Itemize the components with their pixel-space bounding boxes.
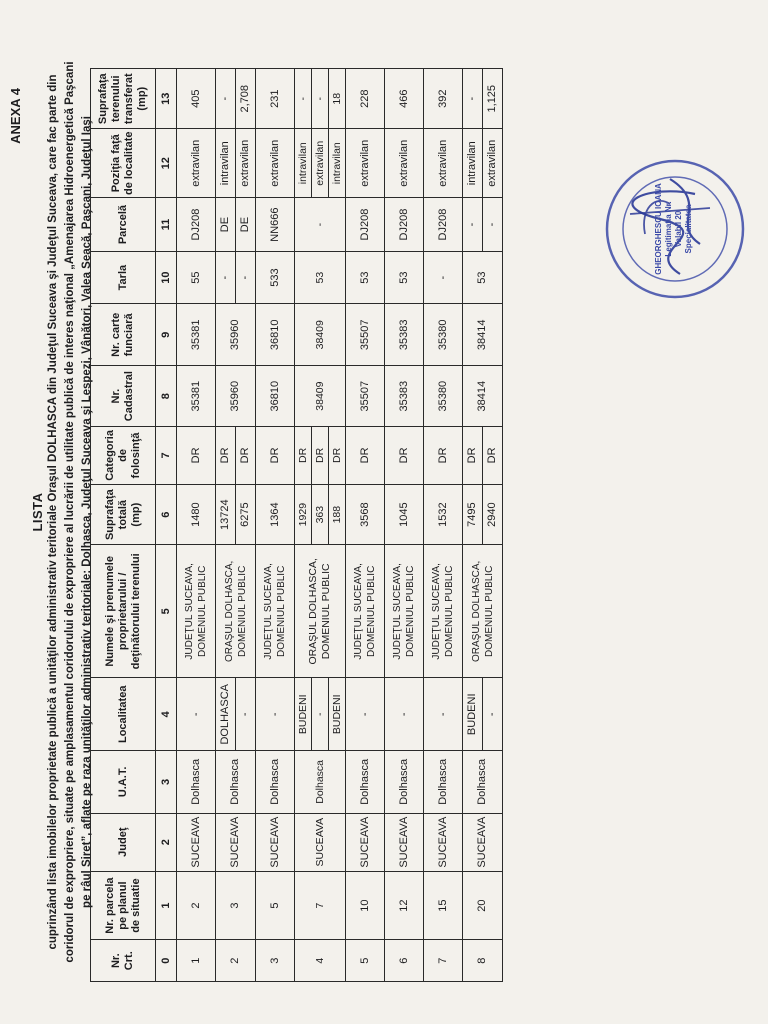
table-cell: Dolhasca bbox=[424, 751, 463, 813]
table-cell: extravilan bbox=[312, 129, 329, 198]
table-cell: SUCEAVA bbox=[177, 813, 216, 871]
table-cell: Dolhasca bbox=[256, 751, 295, 813]
table-cell: DR bbox=[424, 426, 463, 484]
column-number: 1 bbox=[156, 871, 177, 940]
title-line-1: cuprinzând lista imobilelor proprietate publică a unităţilor administrativ teritoriale Oraşul DOLHASCA din Judeţul Suceava şi Judeţul Suceava, care fac parte din bbox=[47, 74, 59, 950]
table-cell: 2940 bbox=[483, 485, 503, 545]
column-number: 12 bbox=[156, 129, 177, 198]
table-cell: 35507 bbox=[346, 366, 385, 426]
table-cell: Dolhasca bbox=[346, 751, 385, 813]
column-header: Judeţ bbox=[91, 813, 156, 871]
table-cell: - bbox=[236, 252, 256, 304]
table-row bbox=[216, 69, 236, 982]
table-cell: - bbox=[346, 678, 385, 751]
table-cell: 35381 bbox=[177, 366, 216, 426]
table-cell: 12 bbox=[385, 871, 424, 940]
table-cell: extravilan bbox=[385, 129, 424, 198]
table-cell: 188 bbox=[329, 485, 346, 545]
table-cell: 35383 bbox=[385, 304, 424, 366]
table-cell: extravilan bbox=[424, 129, 463, 198]
column-number: 9 bbox=[156, 304, 177, 366]
table-cell: JUDEŢUL SUCEAVA, DOMENIUL PUBLIC bbox=[256, 545, 295, 678]
table-cell: 3 bbox=[216, 871, 256, 940]
table-cell: 1929 bbox=[295, 485, 312, 545]
column-number-row bbox=[156, 69, 177, 982]
table-cell: ORAŞUL DOLHASCA, DOMENIUL PUBLIC bbox=[463, 545, 503, 678]
column-number: 8 bbox=[156, 366, 177, 426]
table-cell: 466 bbox=[385, 69, 424, 129]
table-cell: 35380 bbox=[424, 366, 463, 426]
table-cell: 36810 bbox=[256, 304, 295, 366]
table-cell: 38414 bbox=[463, 366, 503, 426]
table-cell: 1045 bbox=[385, 485, 424, 545]
table-cell: DJ208 bbox=[385, 198, 424, 252]
table-cell: - bbox=[483, 678, 503, 751]
table-cell: ORAŞUL DOLHASCA, DOMENIUL PUBLIC bbox=[295, 545, 346, 678]
document-title: LISTA bbox=[30, 492, 45, 532]
table-cell: 53 bbox=[463, 252, 503, 304]
table-cell: 5 bbox=[256, 871, 295, 940]
table-header bbox=[91, 69, 177, 982]
table-cell: 7 bbox=[424, 940, 463, 982]
column-number: 6 bbox=[156, 485, 177, 545]
table-cell: DE bbox=[216, 198, 236, 252]
table-cell: DR bbox=[385, 426, 424, 484]
column-header: Localitatea bbox=[91, 678, 156, 751]
table-cell: intravilan bbox=[329, 129, 346, 198]
table-cell: 53 bbox=[295, 252, 346, 304]
column-number: 3 bbox=[156, 751, 177, 813]
table-cell: 15 bbox=[424, 871, 463, 940]
table-cell: 36810 bbox=[256, 366, 295, 426]
table-cell: DR bbox=[329, 426, 346, 484]
table-row bbox=[295, 69, 312, 982]
table-cell: DR bbox=[483, 426, 503, 484]
stamp-line-1: Legitimaţia Nr. bbox=[664, 201, 673, 257]
column-header: Nr. Crt. bbox=[91, 940, 156, 982]
column-header: Numele şi prenumele proprietarului / deţinătorului terenului bbox=[91, 545, 156, 678]
table-cell: 533 bbox=[256, 252, 295, 304]
table-cell: NN666 bbox=[256, 198, 295, 252]
table-cell: 35507 bbox=[346, 304, 385, 366]
table-cell: - bbox=[236, 678, 256, 751]
table-cell: 35960 bbox=[216, 366, 256, 426]
table-cell: - bbox=[216, 69, 236, 129]
table-cell: JUDEŢUL SUCEAVA, DOMENIUL PUBLIC bbox=[385, 545, 424, 678]
table-cell: - bbox=[385, 678, 424, 751]
table-cell: - bbox=[463, 69, 483, 129]
column-header: Parcelă bbox=[91, 198, 156, 252]
table-cell: extravilan bbox=[483, 129, 503, 198]
table-cell: 38409 bbox=[295, 304, 346, 366]
table-cell: 8 bbox=[463, 940, 503, 982]
table-cell: - bbox=[295, 198, 346, 252]
table-cell: DR bbox=[216, 426, 236, 484]
table-cell: 13724 bbox=[216, 485, 236, 545]
stamp-name: GHEORGHESCU IOANA bbox=[654, 183, 663, 275]
table-cell: DR bbox=[236, 426, 256, 484]
table-cell: intravilan bbox=[295, 129, 312, 198]
table-row bbox=[177, 69, 216, 982]
column-number: 5 bbox=[156, 545, 177, 678]
stamp-text bbox=[654, 169, 694, 289]
table-cell: DJ208 bbox=[346, 198, 385, 252]
table-cell: extravilan bbox=[346, 129, 385, 198]
table-cell: 38414 bbox=[463, 304, 503, 366]
table-cell: Dolhasca bbox=[385, 751, 424, 813]
table-cell: - bbox=[256, 678, 295, 751]
table-cell: 1364 bbox=[256, 485, 295, 545]
column-header: Nr. carte funciară bbox=[91, 304, 156, 366]
column-number: 7 bbox=[156, 426, 177, 484]
table-cell: 3 bbox=[256, 940, 295, 982]
table-cell: extravilan bbox=[236, 129, 256, 198]
table-cell: DR bbox=[312, 426, 329, 484]
column-header: Categoria de folosinţă bbox=[91, 426, 156, 484]
table-cell: 20 bbox=[463, 871, 503, 940]
table-row bbox=[385, 69, 424, 982]
table-cell: 2 bbox=[177, 871, 216, 940]
table-cell: SUCEAVA bbox=[424, 813, 463, 871]
table-cell: - bbox=[483, 198, 503, 252]
column-header: Poziţia faţă de localitate bbox=[91, 129, 156, 198]
table-cell: SUCEAVA bbox=[463, 813, 503, 871]
table-row bbox=[346, 69, 385, 982]
table-cell: BUDENI bbox=[463, 678, 483, 751]
table-cell: 1532 bbox=[424, 485, 463, 545]
table-cell: - bbox=[177, 678, 216, 751]
title-line-2: coridorul de expropriere, situate pe amplasamentul coridorului de expropriere al lucrării de utilitate publică de interes naţional „Amenajarea Hidroenergetică Paşcani bbox=[64, 61, 76, 963]
table-cell: 35380 bbox=[424, 304, 463, 366]
column-header: Tarla bbox=[91, 252, 156, 304]
table-cell: DR bbox=[295, 426, 312, 484]
table-cell: 4 bbox=[295, 940, 346, 982]
table-cell: 7 bbox=[295, 871, 346, 940]
table-row bbox=[256, 69, 295, 982]
stamp-line-3: Specialitatea bbox=[684, 204, 693, 254]
column-header: U.A.T. bbox=[91, 751, 156, 813]
table-cell: SUCEAVA bbox=[295, 813, 346, 871]
table-cell: 10 bbox=[346, 871, 385, 940]
table-row bbox=[424, 69, 463, 982]
table-cell: Dolhasca bbox=[216, 751, 256, 813]
title-line-3: pe râul Siret”, aflate pe raza unităţilor administrativ teritoriale: Dolhasca, Judeţul Suceava şi Lespezi, Vânători, Valea Seacă, Paşcani, Judeţul Iaşi bbox=[81, 116, 93, 908]
table-cell: 35383 bbox=[385, 366, 424, 426]
table-cell: 7495 bbox=[463, 485, 483, 545]
table-cell: JUDEŢUL SUCEAVA, DOMENIUL PUBLIC bbox=[424, 545, 463, 678]
table-cell: 6 bbox=[385, 940, 424, 982]
table-cell: Dolhasca bbox=[295, 751, 346, 813]
table-cell: 35960 bbox=[216, 304, 256, 366]
table-cell: 53 bbox=[385, 252, 424, 304]
column-number: 10 bbox=[156, 252, 177, 304]
table-cell: JUDEŢUL SUCEAVA, DOMENIUL PUBLIC bbox=[177, 545, 216, 678]
table-cell: 5 bbox=[346, 940, 385, 982]
column-number: 2 bbox=[156, 813, 177, 871]
table-cell: 55 bbox=[177, 252, 216, 304]
column-header: Nr. parcela pe planul de situatie bbox=[91, 871, 156, 940]
table-cell: 6275 bbox=[236, 485, 256, 545]
table-cell: SUCEAVA bbox=[256, 813, 295, 871]
table-cell: 53 bbox=[346, 252, 385, 304]
table-cell: BUDENI bbox=[329, 678, 346, 751]
table-cell: intravilan bbox=[463, 129, 483, 198]
table-cell: DJ208 bbox=[424, 198, 463, 252]
annex-label: ANEXA 4 bbox=[8, 88, 23, 144]
table-cell: BUDENI bbox=[295, 678, 312, 751]
table-cell: 3568 bbox=[346, 485, 385, 545]
table-cell: DE bbox=[236, 198, 256, 252]
table-cell: 231 bbox=[256, 69, 295, 129]
table-cell: - bbox=[424, 252, 463, 304]
stamp-line-2: Valabil 20 bbox=[674, 210, 683, 248]
table-cell: SUCEAVA bbox=[216, 813, 256, 871]
table-cell: intravilan bbox=[216, 129, 236, 198]
table-cell: Dolhasca bbox=[177, 751, 216, 813]
table-cell: 392 bbox=[424, 69, 463, 129]
table-cell: 2,708 bbox=[236, 69, 256, 129]
table-cell: SUCEAVA bbox=[385, 813, 424, 871]
table-cell: - bbox=[312, 69, 329, 129]
table-cell: 2 bbox=[216, 940, 256, 982]
table-cell: extravilan bbox=[177, 129, 216, 198]
table-cell: - bbox=[216, 252, 236, 304]
property-table bbox=[90, 68, 503, 982]
table-cell: 1 bbox=[177, 940, 216, 982]
table-cell: Dolhasca bbox=[463, 751, 503, 813]
table-cell: 38409 bbox=[295, 366, 346, 426]
table-cell: DOLHASCA bbox=[216, 678, 236, 751]
table-cell: 35381 bbox=[177, 304, 216, 366]
table-body bbox=[177, 69, 503, 982]
document-title-block bbox=[30, 60, 96, 964]
table-row bbox=[463, 69, 483, 982]
header-row bbox=[91, 69, 156, 982]
column-number: 11 bbox=[156, 198, 177, 252]
column-header: Suprafaţa terenului transferat (mp) bbox=[91, 69, 156, 129]
table-cell: 363 bbox=[312, 485, 329, 545]
table-cell: 18 bbox=[329, 69, 346, 129]
table-cell: DR bbox=[256, 426, 295, 484]
column-number: 0 bbox=[156, 940, 177, 982]
table-cell: DR bbox=[346, 426, 385, 484]
table-cell: DR bbox=[463, 426, 483, 484]
table-cell: DJ208 bbox=[177, 198, 216, 252]
table-cell: - bbox=[312, 678, 329, 751]
table-cell: - bbox=[463, 198, 483, 252]
table-cell: SUCEAVA bbox=[346, 813, 385, 871]
table-cell: 405 bbox=[177, 69, 216, 129]
table-cell: ORAŞUL DOLHASCA, DOMENIUL PUBLIC bbox=[216, 545, 256, 678]
table-cell: 1,125 bbox=[483, 69, 503, 129]
column-number: 4 bbox=[156, 678, 177, 751]
table-cell: JUDEŢUL SUCEAVA, DOMENIUL PUBLIC bbox=[346, 545, 385, 678]
table-cell: 228 bbox=[346, 69, 385, 129]
table-cell: DR bbox=[177, 426, 216, 484]
column-header: Nr. Cadastral bbox=[91, 366, 156, 426]
column-number: 13 bbox=[156, 69, 177, 129]
table-cell: 1480 bbox=[177, 485, 216, 545]
column-header: Suprafaţa totală (mp) bbox=[91, 485, 156, 545]
table-cell: - bbox=[295, 69, 312, 129]
table-cell: extravilan bbox=[256, 129, 295, 198]
table-cell: - bbox=[424, 678, 463, 751]
